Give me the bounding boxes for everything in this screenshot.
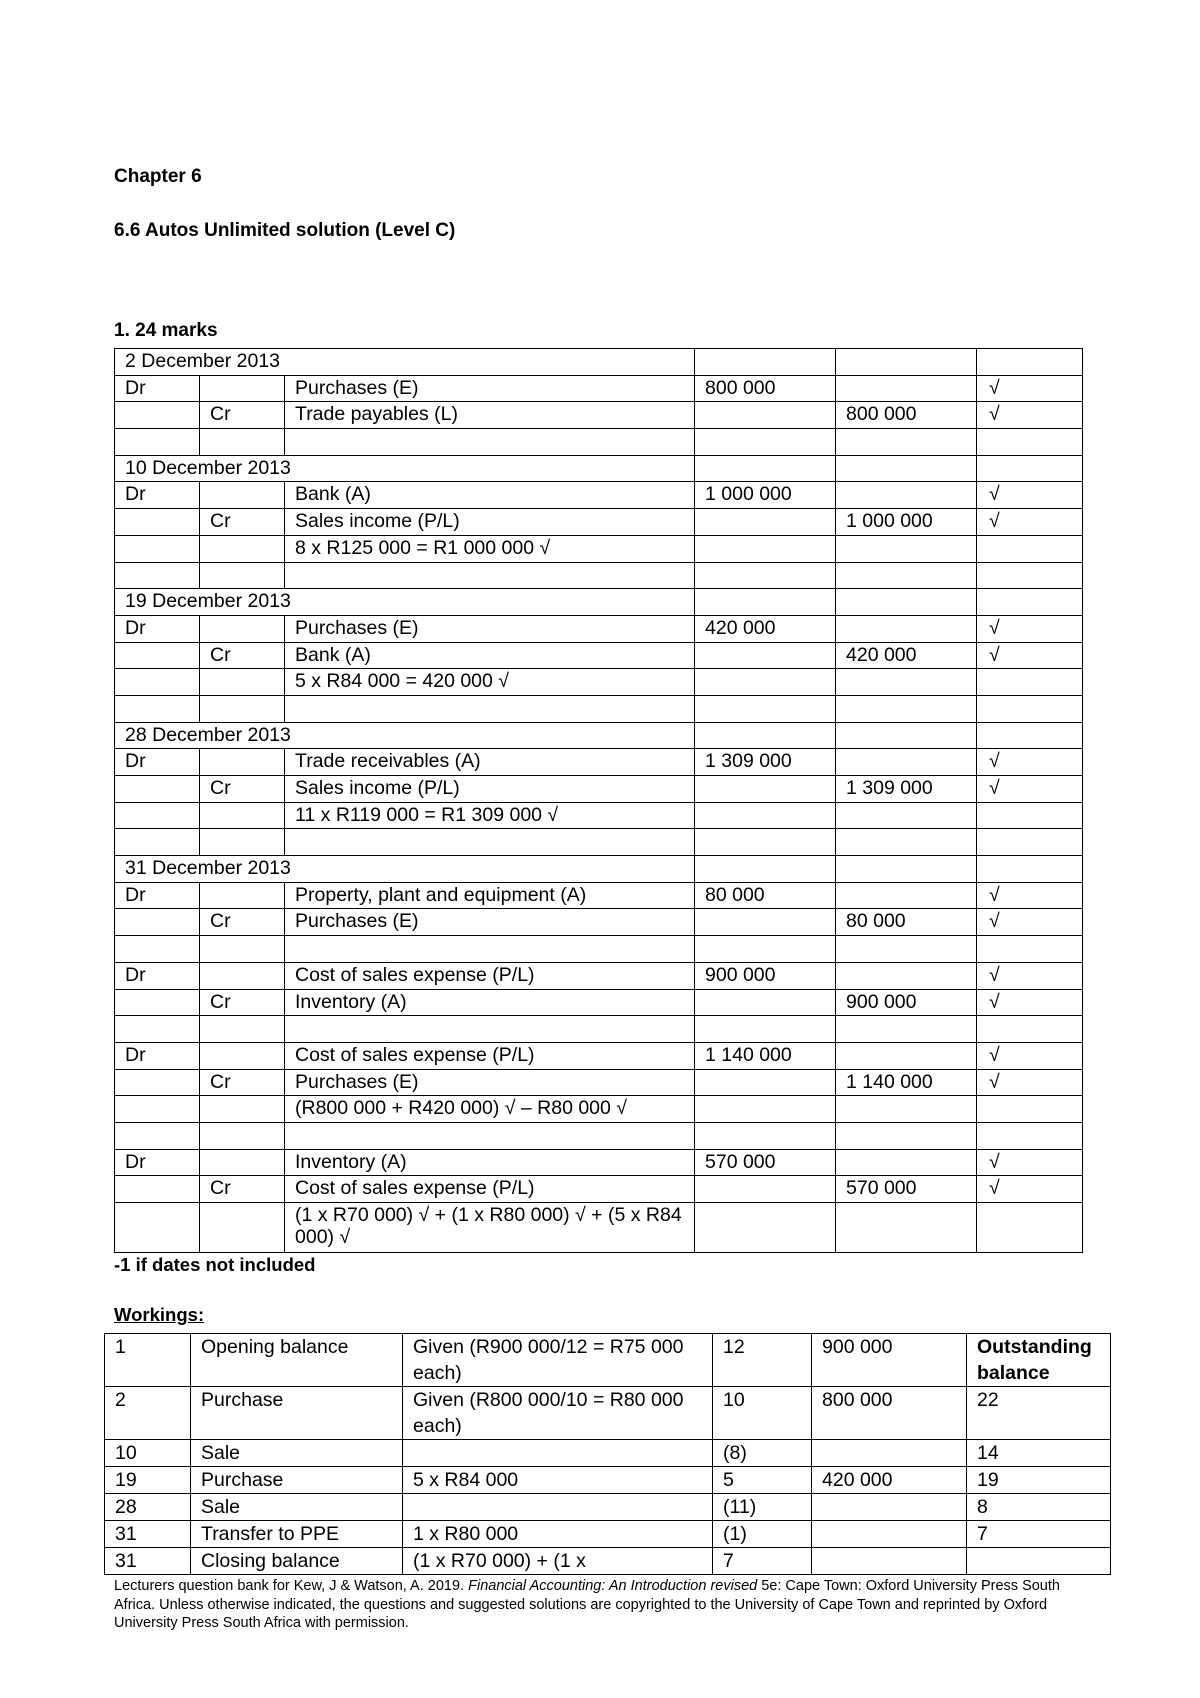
journal-entry-row	[115, 882, 1083, 909]
journal-account	[285, 936, 695, 963]
journal-entry-row	[115, 749, 1083, 776]
journal-credit	[836, 589, 977, 616]
journal-dr-marker	[115, 936, 200, 963]
journal-cr-marker	[200, 882, 285, 909]
journal-cr-marker: Cr	[200, 1069, 285, 1096]
journal-account: Cost of sales expense (P/L)	[285, 962, 695, 989]
journal-credit	[836, 349, 977, 376]
tick-mark: √	[977, 962, 1083, 989]
journal-entry-row	[115, 375, 1083, 402]
workings-balance: 8	[967, 1494, 1111, 1521]
tick-mark	[977, 669, 1083, 696]
journal-cr-marker	[200, 1096, 285, 1123]
journal-credit	[836, 535, 977, 562]
journal-account: Property, plant and equipment (A)	[285, 882, 695, 909]
journal-entry-row	[115, 669, 1083, 696]
journal-credit	[836, 375, 977, 402]
journal-dr-marker	[115, 535, 200, 562]
tick-mark	[977, 562, 1083, 589]
journal-credit	[836, 455, 977, 482]
workings-row	[105, 1440, 1111, 1467]
tick-mark	[977, 829, 1083, 856]
workings-units: 5	[713, 1467, 812, 1494]
chapter-title: Chapter 6	[114, 166, 202, 187]
workings-row	[105, 1334, 1111, 1387]
journal-table	[114, 348, 1083, 1253]
journal-debit: 1 309 000	[695, 749, 836, 776]
workings-balance: 14	[967, 1440, 1111, 1467]
journal-cr-marker	[200, 482, 285, 509]
journal-entry-row	[115, 936, 1083, 963]
tick-mark: √	[977, 482, 1083, 509]
journal-account: 5 x R84 000 = 420 000 √	[285, 669, 695, 696]
journal-debit: 420 000	[695, 615, 836, 642]
workings-description: Purchase	[191, 1387, 403, 1440]
tick-mark	[977, 429, 1083, 456]
journal-entry-row	[115, 1042, 1083, 1069]
journal-debit	[695, 1016, 836, 1043]
journal-debit	[695, 722, 836, 749]
journal-cr-marker	[200, 1203, 285, 1253]
journal-entry-row	[115, 909, 1083, 936]
journal-entry-row	[115, 962, 1083, 989]
workings-balance: 7	[967, 1521, 1111, 1548]
journal-credit	[836, 429, 977, 456]
journal-cr-marker	[200, 962, 285, 989]
journal-date-row	[115, 455, 1083, 482]
journal-account: Sales income (P/L)	[285, 509, 695, 536]
workings-calculation: (1 x R70 000) + (1 x	[403, 1548, 713, 1575]
journal-debit	[695, 402, 836, 429]
workings-row	[105, 1521, 1111, 1548]
journal-account: Cost of sales expense (P/L)	[285, 1176, 695, 1203]
journal-cr-marker	[200, 669, 285, 696]
journal-dr-marker	[115, 1096, 200, 1123]
journal-debit	[695, 642, 836, 669]
workings-calculation	[403, 1494, 713, 1521]
journal-dr-marker	[115, 1069, 200, 1096]
journal-entry-row	[115, 482, 1083, 509]
workings-balance: 22	[967, 1387, 1111, 1440]
tick-mark: √	[977, 1042, 1083, 1069]
journal-cr-marker: Cr	[200, 909, 285, 936]
journal-account: (R800 000 + R420 000) √ – R80 000 √	[285, 1096, 695, 1123]
journal-account: Purchases (E)	[285, 909, 695, 936]
journal-entry-row	[115, 1016, 1083, 1043]
journal-credit	[836, 722, 977, 749]
workings-units: 7	[713, 1548, 812, 1575]
journal-cr-marker: Cr	[200, 402, 285, 429]
journal-dr-marker	[115, 776, 200, 803]
journal-body	[115, 349, 1083, 1253]
journal-account: Purchases (E)	[285, 375, 695, 402]
journal-date-row	[115, 856, 1083, 883]
journal-cr-marker	[200, 749, 285, 776]
journal-dr-marker	[115, 1203, 200, 1253]
workings-calculation	[403, 1440, 713, 1467]
workings-balance: 19	[967, 1467, 1111, 1494]
workings-date: 10	[105, 1440, 191, 1467]
journal-cr-marker	[200, 615, 285, 642]
journal-account: Trade receivables (A)	[285, 749, 695, 776]
journal-account: Purchases (E)	[285, 615, 695, 642]
journal-debit	[695, 909, 836, 936]
journal-credit	[836, 829, 977, 856]
journal-credit	[836, 1203, 977, 1253]
workings-units: (1)	[713, 1521, 812, 1548]
workings-body	[105, 1334, 1111, 1575]
journal-debit: 80 000	[695, 882, 836, 909]
journal-dr-marker: Dr	[115, 1149, 200, 1176]
workings-date: 28	[105, 1494, 191, 1521]
journal-debit	[695, 1203, 836, 1253]
journal-dr-marker	[115, 802, 200, 829]
workings-units: 10	[713, 1387, 812, 1440]
workings-title: Workings:	[114, 1304, 205, 1325]
workings-description: Closing balance	[191, 1548, 403, 1575]
journal-cr-marker: Cr	[200, 989, 285, 1016]
dates-note: -1 if dates not included	[114, 1254, 316, 1275]
journal-account: Inventory (A)	[285, 989, 695, 1016]
journal-credit: 1 000 000	[836, 509, 977, 536]
journal-credit	[836, 749, 977, 776]
workings-date: 2	[105, 1387, 191, 1440]
workings-description: Opening balance	[191, 1334, 403, 1387]
journal-entry-row	[115, 1176, 1083, 1203]
journal-cr-marker	[200, 535, 285, 562]
journal-cr-marker	[200, 375, 285, 402]
journal-debit	[695, 776, 836, 803]
journal-cr-marker	[200, 1016, 285, 1043]
workings-table	[104, 1333, 1111, 1575]
journal-dr-marker	[115, 1016, 200, 1043]
journal-dr-marker	[115, 695, 200, 722]
journal-entry-row	[115, 509, 1083, 536]
journal-credit	[836, 482, 977, 509]
journal-cr-marker	[200, 1122, 285, 1149]
journal-dr-marker	[115, 1176, 200, 1203]
workings-description: Sale	[191, 1440, 403, 1467]
journal-dr-marker: Dr	[115, 615, 200, 642]
workings-row	[105, 1548, 1111, 1575]
workings-date: 31	[105, 1548, 191, 1575]
journal-entry-row	[115, 615, 1083, 642]
tick-mark: √	[977, 1069, 1083, 1096]
workings-calculation: Given (R800 000/10 = R80 000 each)	[403, 1387, 713, 1440]
journal-entry-row	[115, 642, 1083, 669]
journal-credit	[836, 802, 977, 829]
journal-account: Bank (A)	[285, 482, 695, 509]
journal-debit: 900 000	[695, 962, 836, 989]
journal-credit: 420 000	[836, 642, 977, 669]
journal-account	[285, 562, 695, 589]
journal-account: Inventory (A)	[285, 1149, 695, 1176]
journal-entry-row	[115, 1069, 1083, 1096]
journal-credit	[836, 562, 977, 589]
footer-text-1: Lecturers question bank for Kew, J & Watson, A. 2019.	[114, 1578, 469, 1594]
journal-credit	[836, 1096, 977, 1123]
journal-debit: 1 140 000	[695, 1042, 836, 1069]
workings-date: 31	[105, 1521, 191, 1548]
journal-cr-marker: Cr	[200, 509, 285, 536]
journal-credit	[836, 1016, 977, 1043]
journal-account: Cost of sales expense (P/L)	[285, 1042, 695, 1069]
journal-cr-marker	[200, 1042, 285, 1069]
journal-account: Bank (A)	[285, 642, 695, 669]
workings-amount: 900 000	[812, 1334, 967, 1387]
journal-debit	[695, 1176, 836, 1203]
journal-dr-marker: Dr	[115, 375, 200, 402]
journal-dr-marker: Dr	[115, 962, 200, 989]
workings-units: 12	[713, 1334, 812, 1387]
journal-debit	[695, 856, 836, 883]
journal-date: 28 December 2013	[115, 722, 695, 749]
tick-mark: √	[977, 909, 1083, 936]
journal-debit	[695, 695, 836, 722]
journal-entry-row	[115, 402, 1083, 429]
workings-date: 1	[105, 1334, 191, 1387]
journal-entry-row	[115, 829, 1083, 856]
journal-cr-marker	[200, 562, 285, 589]
journal-dr-marker	[115, 562, 200, 589]
journal-dr-marker	[115, 402, 200, 429]
journal-debit	[695, 829, 836, 856]
tick-mark: √	[977, 402, 1083, 429]
part-title: 1. 24 marks	[114, 320, 218, 341]
tick-mark: √	[977, 375, 1083, 402]
journal-credit: 900 000	[836, 989, 977, 1016]
journal-debit	[695, 802, 836, 829]
journal-entry-row	[115, 989, 1083, 1016]
journal-entry-row	[115, 1096, 1083, 1123]
journal-credit: 570 000	[836, 1176, 977, 1203]
workings-amount	[812, 1548, 967, 1575]
journal-entry-row	[115, 1203, 1083, 1253]
journal-date: 31 December 2013	[115, 856, 695, 883]
tick-mark: √	[977, 882, 1083, 909]
journal-account: 8 x R125 000 = R1 000 000 √	[285, 535, 695, 562]
workings-calculation: 1 x R80 000	[403, 1521, 713, 1548]
journal-dr-marker	[115, 669, 200, 696]
journal-account	[285, 1016, 695, 1043]
journal-dr-marker	[115, 1122, 200, 1149]
journal-credit	[836, 695, 977, 722]
journal-credit: 1 309 000	[836, 776, 977, 803]
journal-cr-marker	[200, 1149, 285, 1176]
workings-units: (11)	[713, 1494, 812, 1521]
journal-debit	[695, 509, 836, 536]
tick-mark: √	[977, 1176, 1083, 1203]
journal-debit	[695, 669, 836, 696]
tick-mark	[977, 936, 1083, 963]
workings-row	[105, 1387, 1111, 1440]
journal-credit	[836, 669, 977, 696]
journal-dr-marker	[115, 829, 200, 856]
journal-credit	[836, 936, 977, 963]
journal-cr-marker	[200, 802, 285, 829]
workings-balance	[967, 1548, 1111, 1575]
journal-credit	[836, 1122, 977, 1149]
workings-amount: 420 000	[812, 1467, 967, 1494]
journal-dr-marker	[115, 429, 200, 456]
journal-date: 2 December 2013	[115, 349, 695, 376]
journal-credit	[836, 1149, 977, 1176]
footer-citation	[114, 1577, 1094, 1633]
workings-description: Purchase	[191, 1467, 403, 1494]
journal-debit	[695, 1096, 836, 1123]
journal-debit	[695, 1122, 836, 1149]
journal-dr-marker: Dr	[115, 882, 200, 909]
tick-mark	[977, 1122, 1083, 1149]
journal-entry-row	[115, 1149, 1083, 1176]
tick-mark: √	[977, 749, 1083, 776]
journal-cr-marker: Cr	[200, 642, 285, 669]
workings-amount	[812, 1521, 967, 1548]
journal-tick	[977, 349, 1083, 376]
journal-tick	[977, 455, 1083, 482]
journal-debit: 800 000	[695, 375, 836, 402]
journal-debit: 570 000	[695, 1149, 836, 1176]
journal-account	[285, 829, 695, 856]
journal-debit	[695, 349, 836, 376]
journal-cr-marker	[200, 829, 285, 856]
journal-dr-marker	[115, 509, 200, 536]
workings-amount	[812, 1494, 967, 1521]
journal-debit	[695, 1069, 836, 1096]
journal-date-row	[115, 349, 1083, 376]
workings-calculation: 5 x R84 000	[403, 1467, 713, 1494]
tick-mark	[977, 695, 1083, 722]
journal-cr-marker	[200, 695, 285, 722]
workings-description: Transfer to PPE	[191, 1521, 403, 1548]
journal-entry-row	[115, 429, 1083, 456]
journal-tick	[977, 722, 1083, 749]
tick-mark	[977, 1096, 1083, 1123]
journal-debit	[695, 562, 836, 589]
footer-text-2: 5e: Cape Town: Oxford University Press South Africa. Unless otherwise indicated, the questions and suggested solutions are copyrighted to the University of Cape Town and reprinted by Oxford University Press South Africa with permission.	[114, 1578, 1060, 1631]
journal-dr-marker: Dr	[115, 1042, 200, 1069]
journal-cr-marker: Cr	[200, 1176, 285, 1203]
journal-credit	[836, 1042, 977, 1069]
journal-debit	[695, 455, 836, 482]
journal-credit	[836, 962, 977, 989]
journal-credit	[836, 856, 977, 883]
journal-debit	[695, 589, 836, 616]
journal-account: Trade payables (L)	[285, 402, 695, 429]
journal-debit	[695, 989, 836, 1016]
workings-row	[105, 1494, 1111, 1521]
journal-debit	[695, 936, 836, 963]
journal-entry-row	[115, 535, 1083, 562]
journal-dr-marker	[115, 909, 200, 936]
footer-book-title: Financial Accounting: An Introduction revised	[468, 1578, 758, 1594]
journal-date: 10 December 2013	[115, 455, 695, 482]
journal-dr-marker	[115, 642, 200, 669]
question-title: 6.6 Autos Unlimited solution (Level C)	[114, 220, 456, 241]
journal-date: 19 December 2013	[115, 589, 695, 616]
journal-dr-marker	[115, 989, 200, 1016]
journal-tick	[977, 856, 1083, 883]
journal-account	[285, 695, 695, 722]
workings-description: Sale	[191, 1494, 403, 1521]
journal-date-row	[115, 589, 1083, 616]
journal-credit: 80 000	[836, 909, 977, 936]
tick-mark: √	[977, 1149, 1083, 1176]
journal-account	[285, 429, 695, 456]
tick-mark: √	[977, 776, 1083, 803]
journal-tick	[977, 589, 1083, 616]
journal-credit	[836, 615, 977, 642]
journal-account: 11 x R119 000 = R1 309 000 √	[285, 802, 695, 829]
tick-mark	[977, 802, 1083, 829]
journal-dr-marker: Dr	[115, 749, 200, 776]
workings-units: (8)	[713, 1440, 812, 1467]
workings-amount	[812, 1440, 967, 1467]
journal-debit	[695, 535, 836, 562]
journal-cr-marker	[200, 429, 285, 456]
workings-balance: Outstanding balance	[967, 1334, 1111, 1387]
workings-date: 19	[105, 1467, 191, 1494]
tick-mark	[977, 1203, 1083, 1253]
journal-entry-row	[115, 1122, 1083, 1149]
journal-account: (1 x R70 000) √ + (1 x R80 000) √ + (5 x R84 000) √	[285, 1203, 695, 1253]
workings-row	[105, 1467, 1111, 1494]
workings-amount: 800 000	[812, 1387, 967, 1440]
journal-entry-row	[115, 695, 1083, 722]
tick-mark	[977, 1016, 1083, 1043]
journal-account	[285, 1122, 695, 1149]
journal-account: Sales income (P/L)	[285, 776, 695, 803]
tick-mark: √	[977, 989, 1083, 1016]
journal-credit: 800 000	[836, 402, 977, 429]
journal-debit: 1 000 000	[695, 482, 836, 509]
journal-entry-row	[115, 562, 1083, 589]
tick-mark	[977, 535, 1083, 562]
tick-mark: √	[977, 615, 1083, 642]
journal-account: Purchases (E)	[285, 1069, 695, 1096]
journal-cr-marker	[200, 936, 285, 963]
journal-entry-row	[115, 776, 1083, 803]
journal-debit	[695, 429, 836, 456]
journal-credit: 1 140 000	[836, 1069, 977, 1096]
workings-calculation: Given (R900 000/12 = R75 000 each)	[403, 1334, 713, 1387]
journal-cr-marker: Cr	[200, 776, 285, 803]
journal-credit	[836, 882, 977, 909]
journal-entry-row	[115, 802, 1083, 829]
tick-mark: √	[977, 509, 1083, 536]
journal-date-row	[115, 722, 1083, 749]
journal-dr-marker: Dr	[115, 482, 200, 509]
tick-mark: √	[977, 642, 1083, 669]
